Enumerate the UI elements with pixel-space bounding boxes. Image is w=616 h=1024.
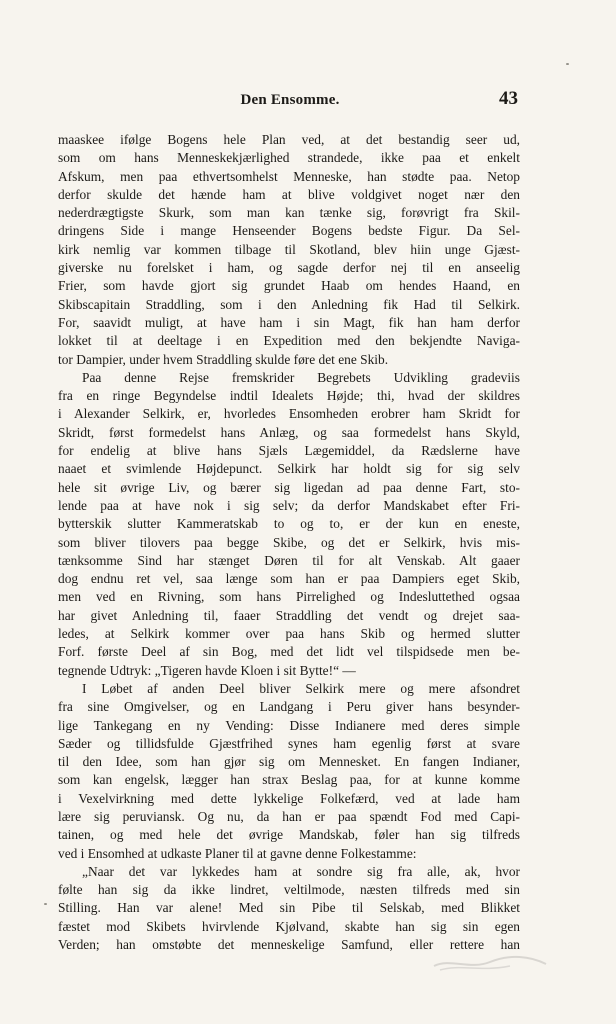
text-line: Afskum, men paa ethvertsomhelst Menneske, han stødte paa. Netop (58, 168, 520, 184)
text-line: bytterskik slutter Kammeratskab to og to, er der kun en eneste, (58, 516, 520, 532)
text-line: har givet Anledning til, faaer Straddling det vendt og drejet saa- (58, 607, 520, 623)
text-line: som bliver tilovers paa begge Skibe, og det er Selkirk, hvis mis- (58, 534, 520, 550)
text-line: lende paa at have nok i sig selv; da derfor Mandskabet efter Fri- (58, 497, 520, 513)
text-line: derfor skulde det hænde ham at blive voldgivet noget nær den (58, 186, 520, 202)
page-number: 43 (499, 88, 518, 109)
text-line: ved i Ensomhed at udkaste Planer til at gavne denne Folkestamme: (58, 845, 417, 861)
text-line: men ved en Rivning, som hans Pirrelighed og Indesluttethed ogsaa (58, 589, 520, 605)
text-line: ledes, at Selkirk kommer over paa hans Skib og hermed slutter (58, 626, 520, 642)
library-stamp-mark (430, 948, 550, 974)
body-text (58, 131, 520, 954)
paper-speck (44, 903, 47, 905)
text-line: tainen, og med hele det øvrige Mandskab, føler han sig tilfreds (58, 827, 520, 843)
text-line: i Vexelvirkning med dette lykkelige Folkefærd, ved at lade ham (58, 790, 520, 806)
text-line: som kan engelsk, lægger han strax Beslag paa, for at kunne komme (58, 772, 520, 788)
text-line: lige Tankegang en ny Vending: Disse Indianere med deres simple (58, 717, 520, 733)
text-line: For, saavidt muligt, at have ham i sin Magt, fik han ham derfor (58, 314, 520, 330)
text-line: dog endnu ret vel, saa længe som han er paa Dampiers eget Skib, (58, 571, 520, 587)
text-line: giverske nu forelsket i ham, og sagde derfor nej til en anseelig (58, 260, 520, 276)
text-line: fra en ringe Begyndelse indtil Idealets Højde; thi, hvad der skildres (58, 388, 520, 404)
text-line: fra sine Omgivelser, og en Landgang i Peru giver hans besynder- (58, 699, 520, 715)
text-line: naaet et svimlende Højdepunct. Selkirk har holdt sig for sig selv (58, 461, 520, 477)
text-line: dringens Side i mange Henseender Bogens bedste Figur. Da Sel- (58, 223, 520, 239)
text-line: Verden; han omstøbte det menneskelige Samfund, eller rettere han (58, 937, 520, 953)
text-line: lokket til at deeltage i en Expedition med den bekjendte Naviga- (58, 333, 520, 349)
text-line: I Løbet af anden Deel bliver Selkirk mere og mere afsondret (82, 680, 520, 696)
text-line: Stilling. Han var alene! Med sin Pibe til Selskab, med Blikket (58, 900, 520, 916)
text-line: „Naar det var lykkedes ham at sondre sig fra alle, ak, hvor (82, 863, 520, 879)
text-line: Skibscapitain Straddling, som i den Anledning fik Had til Selkirk. (58, 296, 520, 312)
text-line: Sæder og tillidsfulde Gjæstfrihed synes ham egenlig først at svare (58, 735, 520, 751)
text-line: Skridt, først formedelst hans Anlæg, og saa formedelst hans Skyld, (58, 424, 520, 440)
text-line: kirk nemlig var kommen tilbage til Skotland, blev hiin unge Gjæst- (58, 241, 520, 257)
text-line: tegnende Udtryk: „Tigeren havde Kloen i sit Bytte!“ — (58, 662, 356, 678)
text-line: tænksomme Sind har stænget Døren til for alt Venskab. Alt gaaer (58, 552, 520, 568)
text-line: hele sit øvrige Liv, og bærer sig ligedan ad paa denne Fart, sto- (58, 479, 520, 495)
text-line: Frier, som havde gjort sig grundet Haab om hendes Haand, en (58, 278, 520, 294)
text-line: Forf. første Deel af sin Bog, med det lidt vel tilspidsede men be- (58, 644, 520, 660)
text-line: til den Idee, som han gjør sig om Mennesket. En fangen Indianer, (58, 754, 520, 770)
paper-speck (566, 63, 569, 65)
text-line: maaskee ifølge Bogens hele Plan ved, at det bestandig seer ud, (58, 132, 520, 147)
page-header (60, 90, 520, 114)
text-line: i Alexander Selkirk, er, hvorledes Ensomheden erobrer ham Skridt for (58, 406, 520, 422)
text-line: som om hans Menneskekjærlighed strandede, ikke paa et enkelt (58, 150, 520, 166)
text-line: lære sig peruviansk. Og nu, da han er paa spændt Fod med Capi- (58, 808, 520, 824)
running-title: Den Ensomme. (240, 92, 340, 108)
text-line: tor Dampier, under hvem Straddling skulde føre det ene Skib. (58, 351, 389, 367)
text-line: Paa denne Rejse fremskrider Begrebets Udvikling gradeviis (82, 369, 520, 385)
text-line: for endelig at blive hans Sjæls Lægemiddel, da Rædslerne have (58, 443, 520, 459)
text-line: nederdrægtigste Skurk, som man kan tænke sig, forøvrigt fra Skil- (58, 205, 520, 221)
text-line: følte han sig da ikke lindret, veltilmode, næsten tilfreds med sin (58, 882, 520, 898)
text-line: fæstet mod Skibets hvirvlende Kjølvand, skabte han sig sin egen (58, 918, 520, 934)
